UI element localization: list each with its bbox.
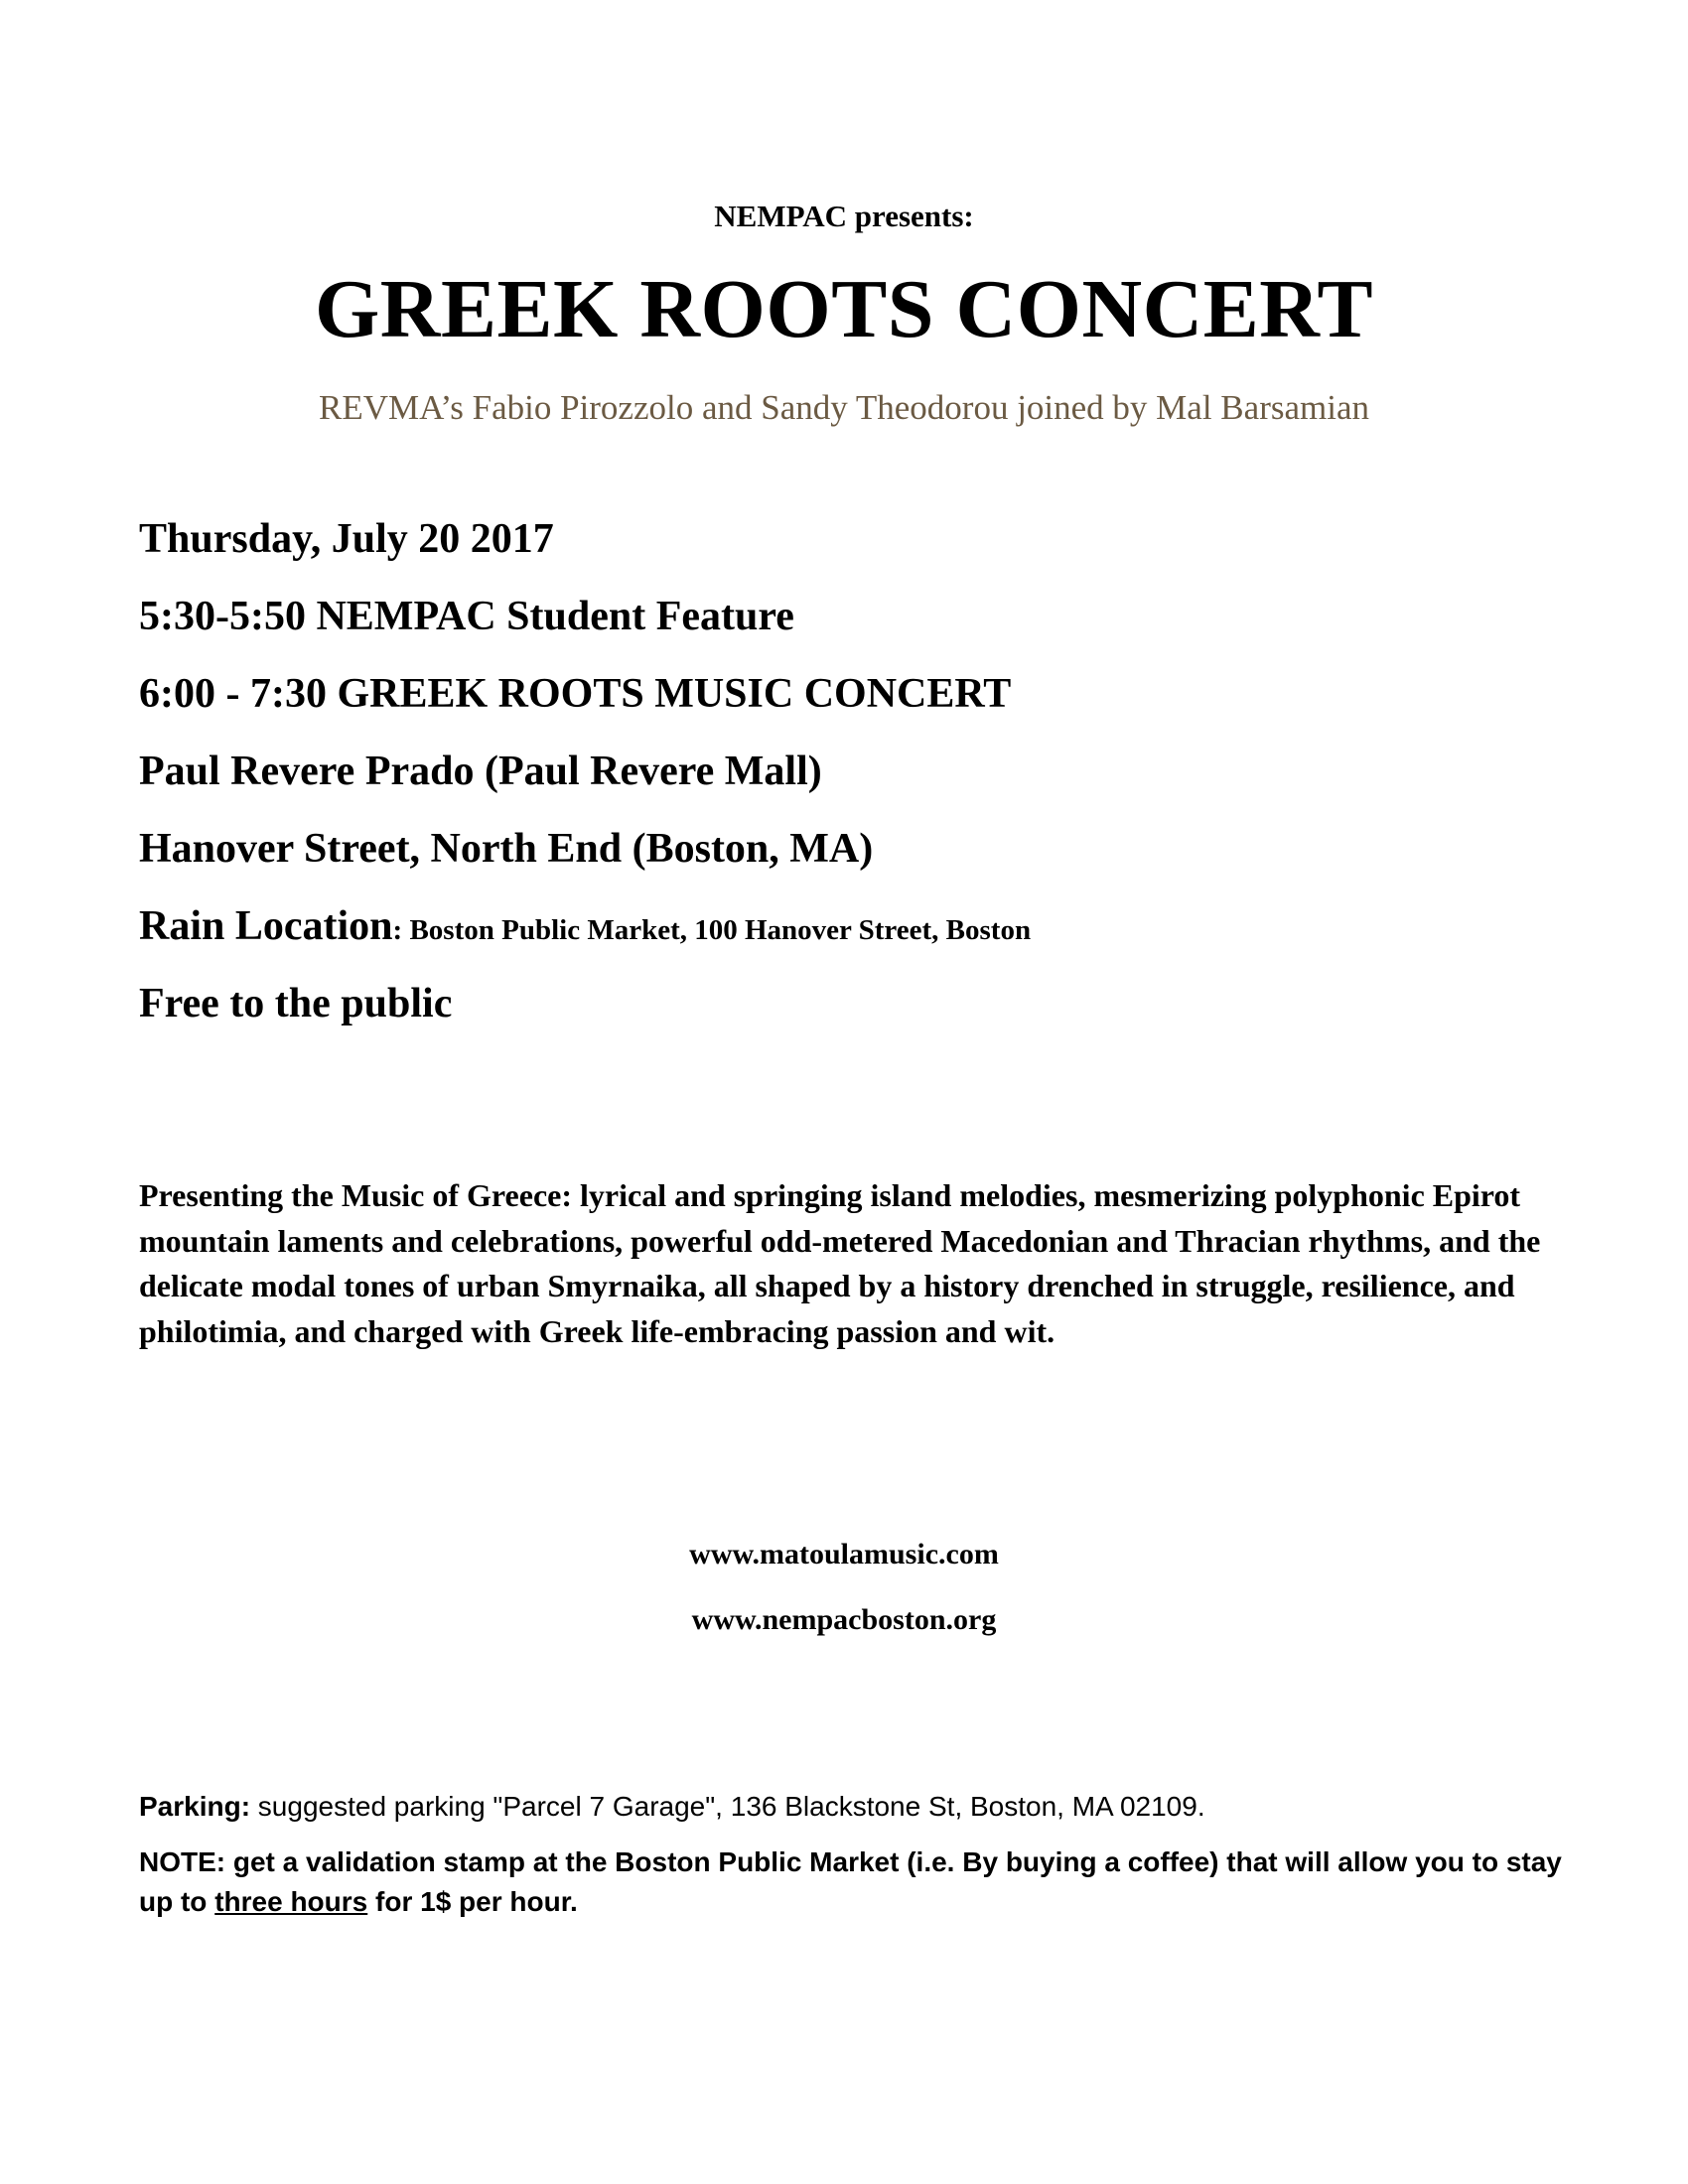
nempac-website-link[interactable]: www.nempacboston.org [691, 1603, 997, 1636]
concert-time: 6:00 - 7:30 GREEK ROOTS MUSIC CONCERT [139, 671, 1012, 717]
parking-text: suggested parking "Parcel 7 Garage", 136 Blackstone St, Boston, MA 02109. [250, 1791, 1205, 1822]
venue-name: Paul Revere Prado (Paul Revere Mall) [139, 749, 822, 794]
validation-note [139, 1843, 1569, 1922]
rain-location-address: Boston Public Market, 100 Hanover Street, Boston [402, 914, 1032, 946]
note-text-before: NOTE: get a validation stamp at the Boston Public Market (i.e. By buying a coffee) that will allow you to stay up to [139, 1846, 1562, 1917]
presenter-line: NEMPAC presents: [714, 199, 974, 233]
event-date: Thursday, July 20 2017 [139, 516, 554, 562]
venue-street: Hanover Street, North End (Boston, MA) [139, 826, 874, 872]
parking-label: Parking: [139, 1791, 251, 1822]
performers-subtitle: REVMA’s Fabio Pirozzolo and Sandy Theodorou joined by Mal Barsamian [319, 388, 1369, 427]
note-underlined-duration: three hours [214, 1886, 368, 1917]
rain-location-label: Rain Location [139, 903, 393, 949]
admission-info: Free to the public [139, 981, 453, 1026]
concert-title: GREEK ROOTS CONCERT [314, 263, 1374, 355]
student-feature-time: 5:30-5:50 NEMPAC Student Feature [139, 594, 794, 639]
parking-info [139, 1787, 1569, 1827]
concert-description: Presenting the Music of Greece: lyrical and springing island melodies, mesmerizing polyphonic Epirot mountain laments and celebrations, powerful odd-metered Macedonian and Thracian rhythms, and the delicate modal tones of urban Smyrnaika, all shaped by a history drenched in struggle, resilience, and philotimia, and charged with Greek life-embracing passion and wit. [139, 1177, 1541, 1349]
rain-location [139, 899, 1031, 957]
rain-location-colon: : [392, 914, 403, 946]
note-text-after: for 1$ per hour. [367, 1886, 578, 1917]
matoula-website-link[interactable]: www.matoulamusic.com [689, 1538, 999, 1570]
